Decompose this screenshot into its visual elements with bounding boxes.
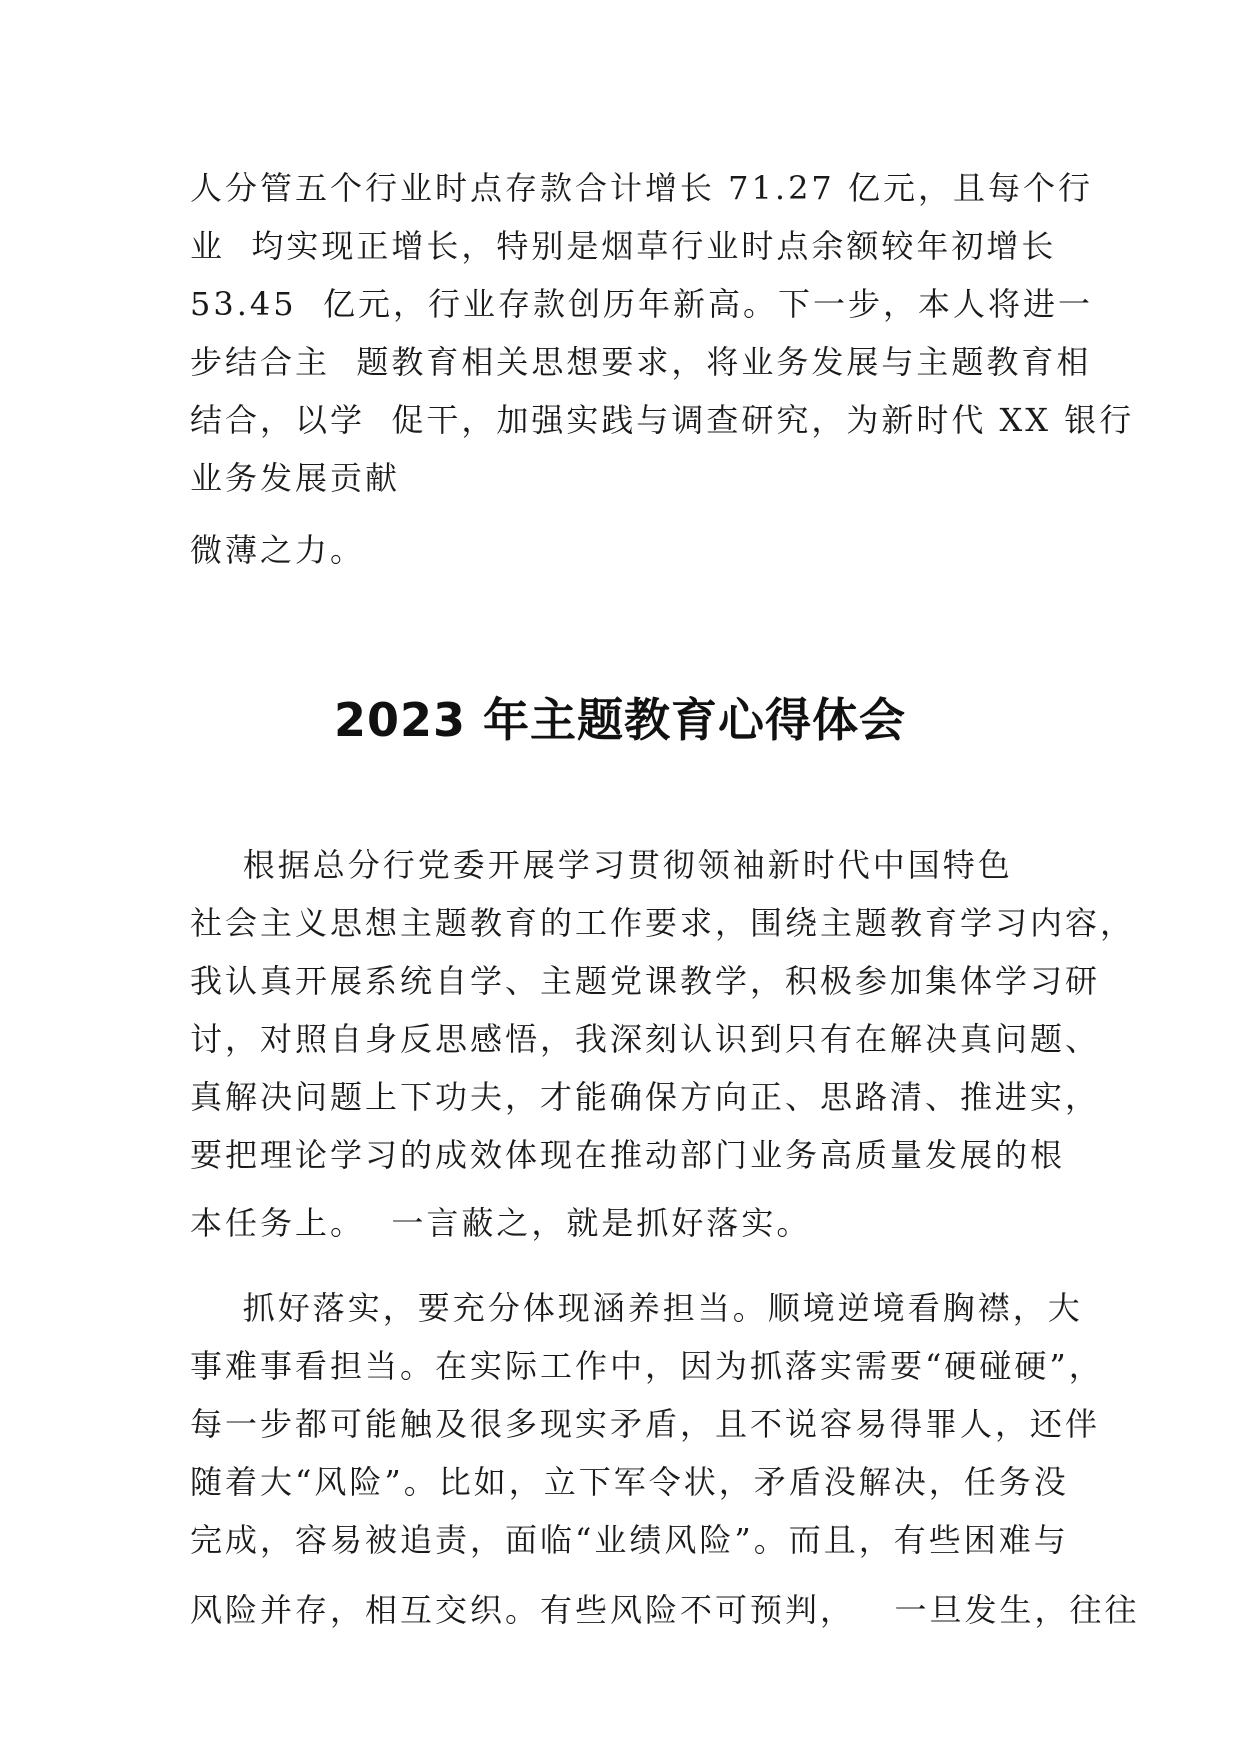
text-line: 结合，以学 促干，加强实践与调查研究，为新时代 XX 银行 [190, 401, 1135, 439]
text-line: 随着大“风险”。比如，立下军令状，矛盾没解决，任务没 [190, 1463, 1069, 1501]
text-line: 讨，对照自身反思感悟，我深刻认识到只有在解决真问题、 [190, 1020, 1101, 1058]
text-line: 事难事看担当。在实际工作中，因为抓落实需要“硬碰硬”， [190, 1347, 1104, 1385]
page-title: 2023 年主题教育心得体会 [333, 693, 907, 747]
text-line: 完成，容易被追责，面临“业绩风险”。而且，有些困难与 [190, 1521, 1069, 1559]
text-line: 本任务上。 一言蔽之，就是抓好落实。 [190, 1204, 812, 1242]
text-line: 业务发展贡献 [190, 459, 401, 497]
text-line: 抓好落实，要充分体现涵养担当。顺境逆境看胸襟，大 [190, 1289, 1083, 1327]
text-line: 要把理论学习的成效体现在推动部门业务高质量发展的根 [190, 1136, 1066, 1174]
text-line: 步结合主 题教育相关思想要求，将业务发展与主题教育相 [190, 343, 1092, 381]
text-line: 真解决问题上下功夫，才能确保方向正、思路清、推进实， [190, 1078, 1101, 1116]
text-line: 我认真开展系统自学、主题党课教学，积极参加集体学习研 [190, 962, 1101, 1000]
text-line: 社会主义思想主题教育的工作要求，围绕主题教育学习内容， [190, 904, 1136, 942]
text-line: 人分管五个行业时点存款合计增长 71.27 亿元，且每个行 [190, 169, 1093, 207]
text-line: 53.45 亿元，行业存款创历年新高。下一步，本人将进一 [190, 285, 1093, 323]
text-line: 微薄之力。 [190, 531, 366, 569]
text-line: 根据总分行党委开展学习贯彻领袖新时代中国特色 [190, 846, 1013, 884]
text-line: 业 均实现正增长，特别是烟草行业时点余额较年初增长 [190, 227, 1057, 265]
text-line: 每一步都可能触及很多现实矛盾，且不说容易得罪人，还伴 [190, 1405, 1101, 1443]
text-line: 风险并存，相互交织。有些风险不可预判， 一旦发生，往往 [190, 1591, 1140, 1629]
